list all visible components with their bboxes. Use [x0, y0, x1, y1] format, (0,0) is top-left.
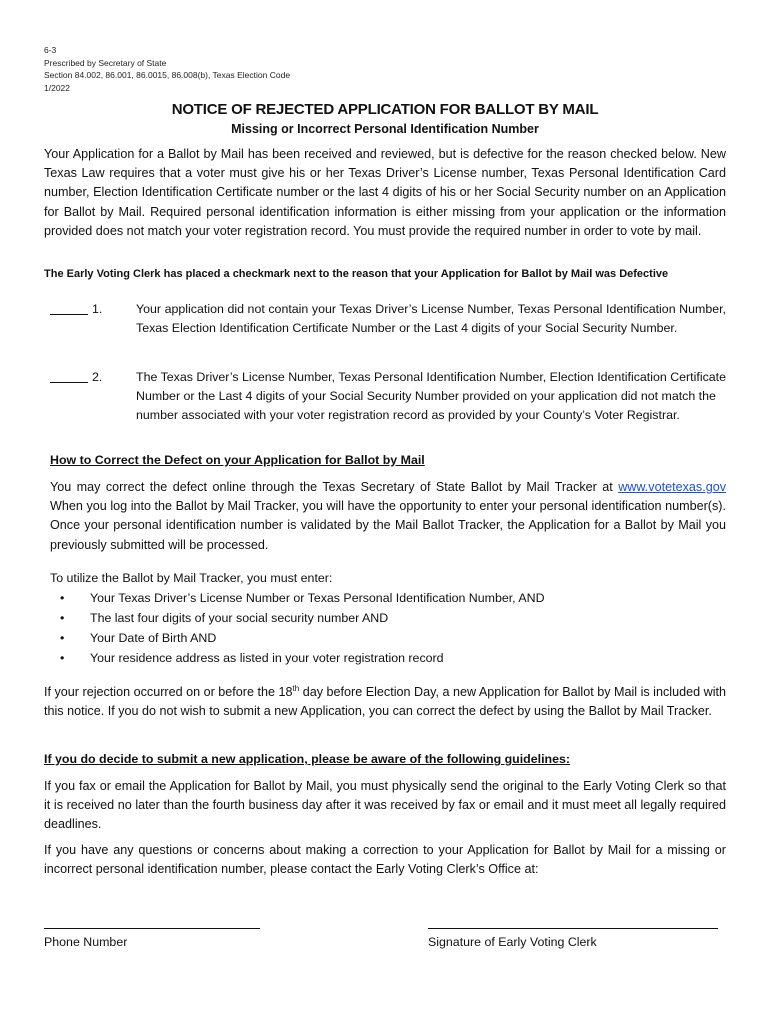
reason-item-2	[50, 368, 730, 446]
prescribed-line: Prescribed by Secretary of State	[44, 57, 167, 68]
form-header	[44, 44, 290, 94]
reason-item-1	[50, 300, 730, 360]
list-item: • Your residence address as listed in your voter registration record	[44, 648, 545, 668]
reason-text-1: Your application did not contain your Texas Driver’s License Number, Texas Personal Identification Number, Texas Election Identification Certificate Number or the Last 4 digits of your Social Security Number.	[136, 302, 726, 336]
reason-text-2: The Texas Driver’s License Number, Texas Personal Identification Number, Election Identification Certificate Number or the Last 4 digits of your Social Security Number provided on your application did not match the number associated with your voter registration record as provided by your County’s Voter Registrar.	[136, 370, 726, 423]
form-date: 1/2022	[44, 82, 70, 93]
rejection-paragraph: If your rejection occurred on or before the 18th day before Election Day, a new Application for Ballot by Mail is included with this notice. If you do not wish to submit a new Application, you can correct the defect by using the Ballot by Mail Tracker.	[44, 683, 726, 719]
clerk-signature-line[interactable]	[428, 928, 718, 929]
bullet-icon: •	[60, 631, 65, 645]
correct-text-before: You may correct the defect online through the Texas Secretary of State Ballot by Mail Tracker at	[50, 480, 619, 494]
correct-heading: How to Correct the Defect on your Application for Ballot by Mail	[50, 453, 425, 467]
phone-line[interactable]	[44, 928, 260, 929]
page-subtitle: Missing or Incorrect Personal Identification Number	[231, 122, 539, 136]
tracker-list	[44, 588, 545, 668]
phone-signature-block	[44, 928, 260, 949]
tracker-requirements	[44, 568, 545, 668]
bullet-icon: •	[60, 611, 65, 625]
bullet-icon: •	[60, 591, 65, 605]
checkbox-blank-1[interactable]	[50, 300, 88, 315]
guidelines-heading: If you do decide to submit a new application, please be aware of the following guidelines:	[44, 752, 570, 766]
clerk-signature-block	[428, 928, 718, 949]
reason-number-1: 1.	[92, 302, 103, 316]
votetexas-link[interactable]: www.votetexas.gov	[618, 480, 726, 494]
correct-paragraph	[50, 478, 726, 555]
page-title: NOTICE OF REJECTED APPLICATION FOR BALLOT BY MAIL	[171, 101, 599, 118]
contact-paragraph: If you have any questions or concerns about making a correction to your Application for Ballot by Mail for a missing or incorrect personal identification number, please contact the Early Voting Clerk’s Office at:	[44, 843, 726, 877]
fax-paragraph: If you fax or email the Application for Ballot by Mail, you must physically send the original to the Early Voting Clerk so that it is received no later than the fourth business day after it was received by fax or email and it must meet all legally required deadlines.	[44, 779, 726, 832]
list-item: • The last four digits of your social security number AND	[44, 608, 545, 628]
list-item: • Your Date of Birth AND	[44, 628, 545, 648]
tracker-intro: To utilize the Ballot by Mail Tracker, you must enter:	[50, 571, 333, 585]
phone-label: Phone Number	[44, 935, 128, 949]
checkbox-blank-2[interactable]	[50, 368, 88, 383]
checkmark-notice: The Early Voting Clerk has placed a checkmark next to the reason that your Application for Ballot by Mail was Defective	[44, 268, 669, 280]
clerk-label: Signature of Early Voting Clerk	[428, 935, 597, 949]
section-line: Section 84.002, 86.001, 86.0015, 86.008(b), Texas Election Code	[44, 70, 291, 80]
form-number: 6-3	[44, 45, 57, 55]
bullet-icon: •	[60, 651, 65, 665]
intro-paragraph: Your Application for a Ballot by Mail has been received and reviewed, but is defective for the reason checked below. New Texas Law requires that a voter must give his or her Texas Driver’s License number, Texas Personal Identification Card number, Election Identification Certificate number or the last 4 digits of his or her Social Security number on an Application for Ballot by Mail. Required personal identification information is either missing from your application or the information provided does not match your voter registration record. You must provide the required number in order to vote by mail.	[44, 147, 726, 238]
reason-number-2: 2.	[92, 370, 103, 384]
correct-text-after: When you log into the Ballot by Mail Tracker, you will have the opportunity to enter your personal identification number(s). Once your personal identification number is validated by the Mail Ballot Tracker, the Application for a Ballot by Mail you previously submitted will be processed.	[50, 499, 726, 552]
list-item: • Your Texas Driver’s License Number or Texas Personal Identification Number, AND	[44, 588, 545, 608]
